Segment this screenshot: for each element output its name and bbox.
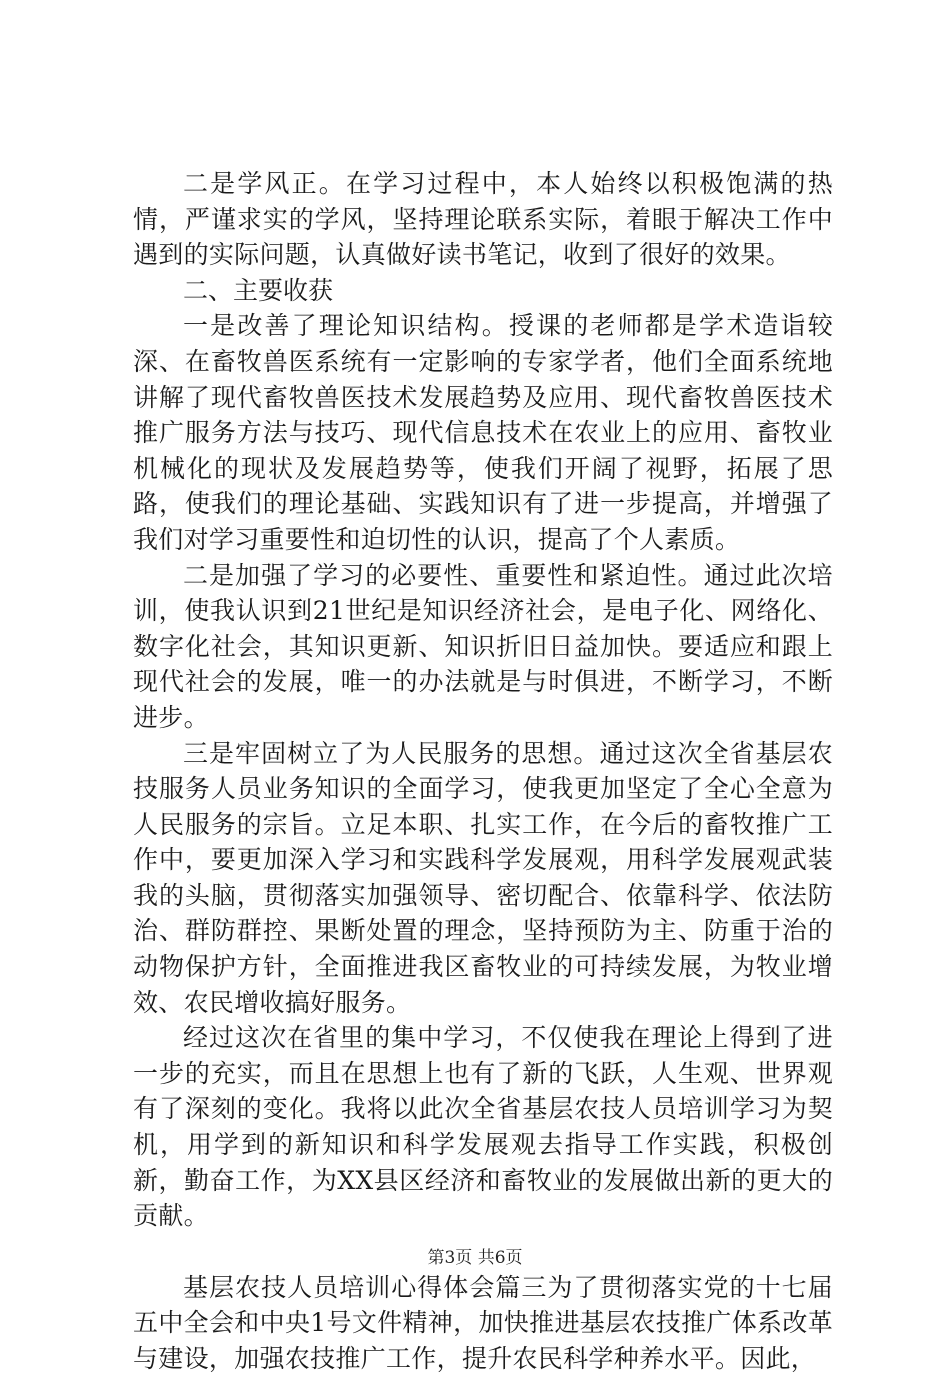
paragraph-theory-knowledge: 一是改善了理论知识结构。授课的老师都是学术造诣较深、在畜牧兽医系统有一定影响的专家学者，他们全面系统地讲解了现代畜牧兽医技术发展趋势及应用、现代畜牧兽医技术推广服务方法与技巧、现代信息技术在农业上的应用、畜牧业机械化的现状及发展趋势等，使我们开阔了视野，拓展了思路，使我们的理论基础、实践知识有了进一步提高，并增强了我们对学习重要性和迫切性的认识，提高了个人素质。 xyxy=(133,311,833,554)
paragraph-article-three: 基层农技人员培训心得体会篇三为了贯彻落实党的十七届五中全会和中央1号文件精神，加快推进基层农技推广体系改革与建设，加强农技推广工作，提升农民科学种养水平。因此， xyxy=(133,1272,833,1373)
section-heading-main-gains: 二、主要收获 xyxy=(183,275,334,305)
paragraph-study-style: 二是学风正。在学习过程中，本人始终以积极饱满的热情，严谨求实的学风，坚持理论联系实际，着眼于解决工作中遇到的实际问题，认真做好读书笔记，收到了很好的效果。 xyxy=(133,169,833,270)
paragraph-conclusion: 经过这次在省里的集中学习，不仅使我在理论上得到了进一步的充实，而且在思想上也有了新的飞跃，人生观、世界观有了深刻的变化。我将以此次全省基层农技人员培训学习为契机，用学到的新知识和科学发展观去指导工作实践，积极创新，勤奋工作，为XX县区经济和畜牧业的发展做出新的更大的贡献。 xyxy=(133,1023,833,1231)
document-body xyxy=(133,166,833,1377)
paragraph-learning-necessity: 二是加强了学习的必要性、重要性和紧迫性。通过此次培训，使我认识到21世纪是知识经济社会，是电子化、网络化、数字化社会，其知识更新、知识折旧日益加快。要适应和跟上现代社会的发展，唯一的办法就是与时俱进，不断学习，不断进步。 xyxy=(133,560,833,732)
paragraph-serve-people: 三是牢固树立了为人民服务的思想。通过这次全省基层农技服务人员业务知识的全面学习，使我更加坚定了全心全意为人民服务的宗旨。立足本职、扎实工作，在今后的畜牧推广工作中，要更加深入学习和实践科学发展观，用科学发展观武装我的头脑，贯彻落实加强领导、密切配合、依靠科学、依法防治、群防群控、果断处置的理念，坚持预防为主、防重于治的动物保护方针，全面推进我区畜牧业的可持续发展，为牧业增效、农民增收搞好服务。 xyxy=(133,738,833,1017)
page-number-footer: 第3页 共6页 xyxy=(427,1248,523,1268)
